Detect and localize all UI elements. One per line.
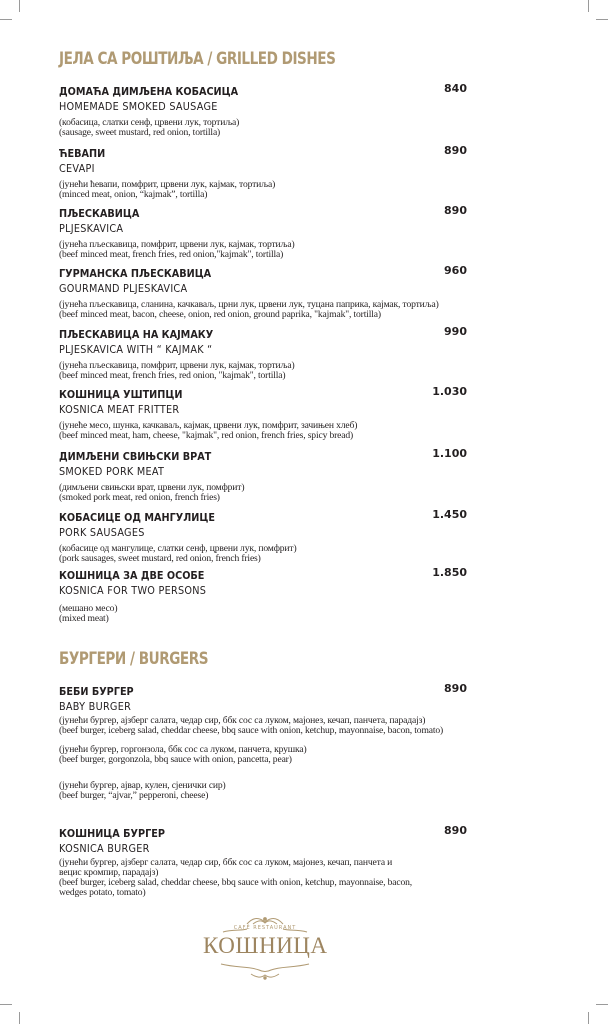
item-name-en: SMOKED PORK MEAT [59, 465, 165, 478]
item-desc-en: (beef burger, iceberg salad, cheddar cheese, bbq sauce with onion, ketchup, mayonnaise, bacon, tomato) [59, 725, 444, 736]
item-price: 1.030 [432, 385, 467, 398]
item-price: 990 [444, 325, 467, 338]
item-name-en: PLJESKAVICA [59, 222, 124, 235]
item-desc-sr: (јунећи ћевапи, помфрит, црвени лук, кајмак, тортиља) [59, 179, 276, 190]
kosnica-logo [203, 916, 327, 980]
menu-item [59, 566, 469, 624]
item-desc-sr: вецис кромпир, парадајз) [59, 867, 159, 878]
crop-mark-tl-h [0, 19, 12, 20]
item-price: 890 [444, 144, 467, 157]
item-desc-en: (sausage, sweet mustard, red onion, tortilla) [59, 127, 221, 138]
crop-mark-bl-h [0, 1004, 12, 1005]
item-price: 890 [444, 204, 467, 217]
item-desc-en: (beef burger, iceberg salad, cheddar cheese, bbq sauce with onion, ketchup, mayonnaise, bacon, [59, 877, 413, 888]
item-desc-sr: (јунећа пљескавица, сланина, качкаваљ, црни лук, црвени лук, туцана паприка, кајмак, тортиља) [59, 299, 439, 310]
item-name-en: PORK SAUSAGES [59, 526, 145, 539]
section-title-burgers: БУРГЕРИ / BURGERS [59, 649, 209, 669]
item-price: 1.850 [432, 566, 467, 579]
menu-item [59, 508, 469, 564]
item-price: 890 [444, 824, 467, 837]
item-name: ДОМАЋА ДИМЉЕНА КОБАСИЦА [59, 85, 239, 98]
menu-item [59, 682, 469, 801]
item-desc-sr: (мешано месо) [59, 603, 118, 614]
menu-item [59, 264, 469, 320]
menu-item [59, 325, 469, 381]
crop-mark-tr-v [588, 0, 589, 12]
menu-item [59, 447, 469, 503]
section-title-grilled: ЈЕЛА СА РОШТИЉА / GRILLED DISHES [59, 49, 336, 69]
crop-mark-br-h [596, 1004, 608, 1005]
item-desc-sr: (кобасице од мангулице, слатки сенф, црвени лук, помфрит) [59, 543, 297, 554]
item-name: ЋЕВАПИ [59, 147, 106, 160]
item-price: 960 [444, 264, 467, 277]
item-name: ПЉЕСКАВИЦА НА КАЈМАКУ [59, 328, 214, 341]
item-name-en: KOSNICA MEAT FRITTER [59, 403, 180, 416]
item-desc-sr: (јунеће месо, шунка, качкаваљ, кајмак, црвени лук, помфрит, зачињен хлеб) [59, 420, 358, 431]
item-desc-en: (beef minced meat, french fries, red onion, "kajmak", tortilla) [59, 370, 286, 381]
item-name: КОШНИЦА БУРГЕР [59, 827, 165, 840]
item-desc-sr: (јунећа пљескавица, помфрит, црвени лук, кајмак, тортиља) [59, 239, 295, 250]
item-name-en: KOSNICA FOR TWO PERSONS [59, 584, 207, 597]
item-desc-en: (mixed meat) [59, 613, 109, 624]
item-desc-en: (beef minced meat, bacon, cheese, onion, red onion, ground paprika, "kajmak", tortilla) [59, 309, 381, 320]
menu-item [59, 144, 469, 200]
item-price: 1.450 [432, 508, 467, 521]
item-desc-en: (beef burger, “ajvar,” pepperoni, cheese) [59, 790, 209, 801]
item-desc-en: (beef burger, gorgonzola, bbq sauce with onion, pancetta, pear) [59, 754, 292, 765]
item-name: БЕБИ БУРГЕР [59, 685, 134, 698]
item-price: 890 [444, 682, 467, 695]
item-name-en: PLJESKAVICA WITH “ KAJMAK “ [59, 343, 213, 356]
item-name: ДИМЉЕНИ СВИЊСКИ ВРАТ [59, 450, 212, 463]
menu-item [59, 385, 469, 441]
menu-item [59, 82, 469, 138]
item-desc-en: (beef minced meat, french fries, red onion,"kajmak", tortilla) [59, 249, 284, 260]
item-desc-en: wedges potato, tomato) [59, 887, 146, 898]
item-name: КОБАСИЦЕ ОД МАНГУЛИЦЕ [59, 511, 215, 524]
item-name: КОШНИЦА УШТИПЦИ [59, 388, 183, 401]
item-desc-sr: (јунећи бургер, горгонзола, ббк сос са луком, панчета, крушка) [59, 744, 307, 755]
item-desc-en: (beef minced meat, ham, cheese, "kajmak", red onion, french fries, spicy bread) [59, 430, 354, 441]
item-desc-sr: (димљени свињски врат, црвени лук, помфрит) [59, 482, 245, 493]
logo-subtitle: CAFÉ RESTAURANT [233, 925, 297, 931]
item-name-en: KOSNICA BURGER [59, 842, 150, 855]
menu-item [59, 204, 469, 260]
item-desc-sr: (јунећи бургер, ајзберг салата, чедар сир, ббк сос са луком, мајонез, кечап, панчета, парадајз) [59, 715, 426, 726]
item-desc-en: (smoked pork meat, red onion, french fries) [59, 492, 220, 503]
item-name: ГУРМАНСКА ПЉЕСКАВИЦА [59, 267, 212, 280]
logo-wordmark: КОШНИЦА [203, 933, 328, 958]
menu-item [59, 824, 469, 898]
item-desc-en: (minced meat, onion, “kajmak”, tortilla) [59, 189, 208, 200]
item-name-en: BABY BURGER [59, 700, 132, 713]
item-name: ПЉЕСКАВИЦА [59, 207, 140, 220]
item-name-en: GOURMAND PLJESKAVICA [59, 282, 188, 295]
crop-mark-tl-v [19, 0, 20, 12]
item-price: 1.100 [432, 447, 467, 460]
crop-mark-br-v [588, 1012, 589, 1024]
item-desc-sr: (кобасица, слатки сенф, црвени лук, тортиља) [59, 117, 240, 128]
item-name-en: CEVAPI [59, 162, 95, 175]
item-price: 840 [444, 82, 467, 95]
crop-mark-bl-v [19, 1012, 20, 1024]
item-name-en: HOMEMADE SMOKED SAUSAGE [59, 100, 218, 113]
item-desc-sr: (јунећи бургер, ајзберг салата, чедар сир, ббк сос са луком, мајонез, кечап, панчета и [59, 857, 393, 868]
item-desc-en: (pork sausages, sweet mustard, red onion, french fries) [59, 553, 261, 564]
crop-mark-tr-h [596, 19, 608, 20]
item-desc-sr: (јунећи бургер, ајвар, кулен, сјенички сир) [59, 780, 226, 791]
item-desc-sr: (јунећа пљескавица, помфрит, црвени лук, кајмак, тортиља) [59, 360, 295, 371]
item-name: КОШНИЦА ЗА ДВЕ ОСОБЕ [59, 569, 205, 582]
